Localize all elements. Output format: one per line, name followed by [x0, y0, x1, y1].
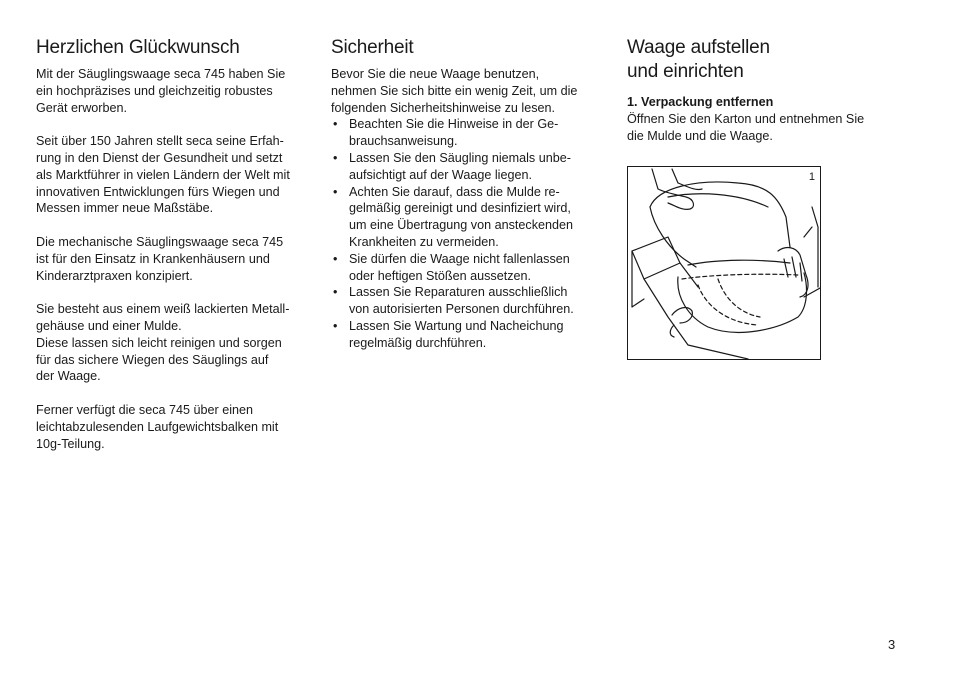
- setup-heading: Waage aufstellen und einrichten: [627, 37, 770, 82]
- page-number: 3: [888, 637, 896, 652]
- safety-intro: Bevor Sie die neue Waage benutzen, nehmen Sie sich bitte ein wenig Zeit, um die folgenden Sicherheitshinweise zu lesen.: [331, 67, 578, 115]
- column-safety: [331, 36, 607, 352]
- welcome-paragraph: Mit der Säuglingswaage seca 745 haben Sie ein hochpräzises und gleichzeitig robustes Gerät erworben.: [36, 67, 286, 115]
- safety-list: [331, 116, 607, 351]
- safety-list-item: • Beachten Sie die Hinweise in der Ge- brauchsanweisung.: [331, 116, 607, 150]
- safety-list-item: • Lassen Sie den Säugling niemals unbe- aufsichtigt auf der Waage liegen.: [331, 150, 607, 184]
- column-setup: [627, 36, 897, 144]
- unpacking-illustration-icon: [628, 167, 821, 360]
- unpacking-figure: [627, 166, 821, 360]
- figure-number: 1: [808, 171, 815, 183]
- safety-list-item: • Sie dürfen die Waage nicht fallenlassen oder heftigen Stößen aussetzen.: [331, 251, 607, 285]
- welcome-paragraph: Die mechanische Säuglingswaage seca 745 ist für den Einsatz in Krankenhäusern und Kinderarztpraxen konzipiert.: [36, 234, 284, 283]
- step-heading: 1. Verpackung entfernen: [627, 95, 774, 109]
- welcome-heading: Herzlichen Glückwunsch: [36, 37, 240, 58]
- safety-list-item: • Lassen Sie Wartung und Nacheichung regelmäßig durchführen.: [331, 318, 607, 352]
- welcome-body: [36, 66, 312, 452]
- column-welcome: [36, 36, 312, 452]
- welcome-paragraph: Ferner verfügt die seca 745 über einen leichtabzulesenden Laufgewichtsbalken mit 10g-Teilung.: [36, 402, 279, 451]
- step-text: Öffnen Sie den Karton und entnehmen Sie die Mulde und die Waage.: [627, 111, 865, 143]
- safety-list-item: • Lassen Sie Reparaturen ausschließlich von autorisierten Personen durchführen.: [331, 284, 607, 318]
- safety-heading: Sicherheit: [331, 37, 414, 58]
- welcome-paragraph: Seit über 150 Jahren stellt seca seine Erfah- rung in den Dienst der Gesundheit und setzt als Marktführer in vielen Ländern der Welt mit innovativen Entwicklungen fürs Wiegen und Messen immer neue Maßstäbe.: [36, 134, 290, 216]
- safety-list-item: • Achten Sie darauf, dass die Mulde re- gelmäßig gereinigt und desinfiziert wird, um eine Übertragung von ansteckenden Krankheiten zu vermeiden.: [331, 184, 607, 251]
- safety-body: [331, 66, 607, 352]
- setup-body: [627, 94, 897, 144]
- welcome-paragraph: Sie besteht aus einem weiß lackierten Metall- gehäuse und einer Mulde. Diese lassen sich leicht reinigen und sorgen für das sichere Wiegen des Säuglings auf der Waage.: [36, 302, 290, 384]
